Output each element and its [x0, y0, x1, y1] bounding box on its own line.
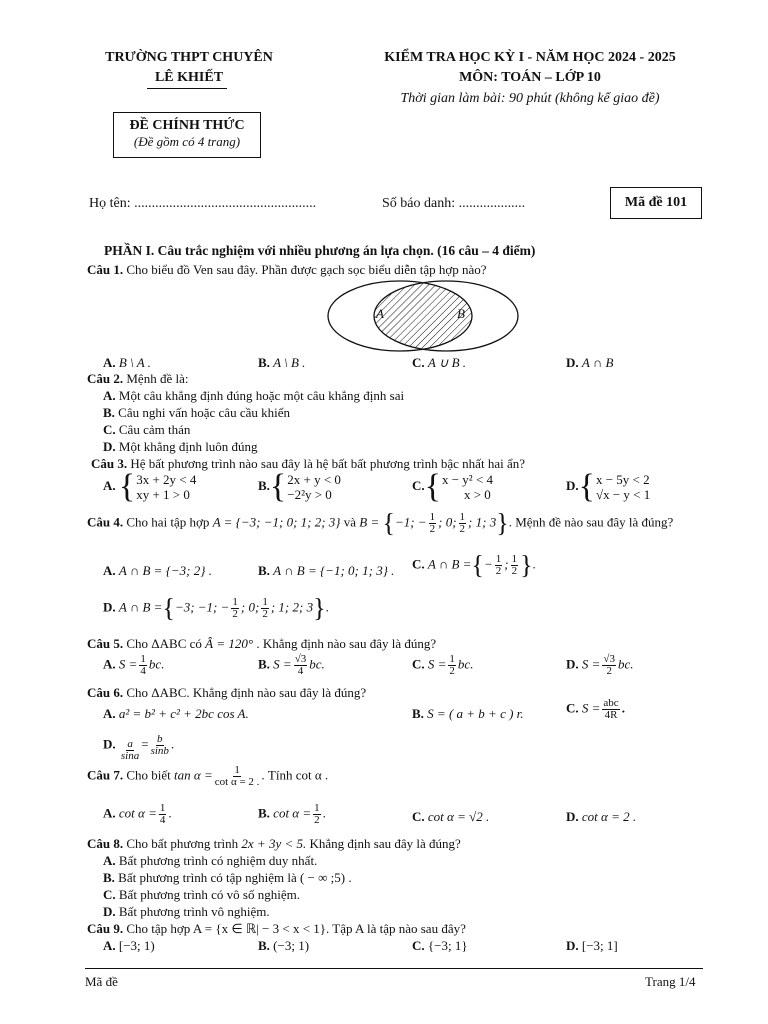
- option-label: B.: [412, 706, 424, 721]
- fraction-numerator: b: [157, 733, 163, 745]
- option-text: S =: [273, 656, 292, 672]
- q1-option-d[interactable]: [566, 355, 613, 371]
- option-text: −: [483, 556, 493, 572]
- option-text: Một câu khẳng định đúng hoặc một câu khẳng định sai: [118, 388, 405, 403]
- fraction-denominator: 2: [429, 523, 436, 535]
- q4-option-a[interactable]: [103, 563, 212, 579]
- q5-option-a[interactable]: [103, 654, 164, 677]
- question-number: Câu 7.: [87, 767, 124, 783]
- question-number: Câu 1.: [87, 262, 124, 277]
- option-label: B.: [258, 563, 270, 578]
- option-label: D.: [566, 477, 579, 493]
- fraction-denominator: 2: [495, 565, 502, 577]
- official-label: ĐỀ CHÍNH THỨC: [129, 118, 245, 133]
- option-text: ;: [504, 556, 509, 572]
- q6-option-c[interactable]: [566, 698, 625, 721]
- question-5: [87, 636, 436, 652]
- angle-value: Â = 120°: [205, 636, 254, 651]
- option-text: bc.: [309, 656, 325, 672]
- option-text: cot α = √2 .: [427, 809, 490, 824]
- fraction-numerator: 1: [262, 596, 268, 608]
- q8-option-a[interactable]: [103, 853, 317, 869]
- option-label: A.: [103, 563, 116, 578]
- system-row: x − 5y < 2: [595, 472, 650, 487]
- option-text: [−3; 1]: [581, 938, 618, 953]
- option-text: cot α = 2 .: [581, 809, 637, 824]
- option-label: D.: [566, 656, 579, 672]
- option-text: cot α =: [118, 805, 157, 821]
- option-text: A ∪ B .: [427, 355, 467, 370]
- question-text: Cho bất phương trình: [126, 836, 239, 851]
- fraction-numerator: a: [127, 738, 133, 750]
- question-number: Câu 9.: [87, 921, 124, 936]
- fraction-numerator: 1: [234, 764, 240, 776]
- q9-option-a[interactable]: [103, 938, 155, 954]
- option-label: D.: [566, 938, 579, 953]
- option-label: B.: [258, 355, 270, 370]
- option-label: C.: [412, 355, 425, 370]
- question-text: Cho biểu đồ Ven sau đây. Phần được gạch sọc biểu diễn tập hợp nào?: [126, 262, 487, 277]
- option-text: cot α =: [273, 805, 312, 821]
- option-label: A.: [103, 706, 116, 721]
- option-text: Bất phương trình vô nghiệm.: [118, 904, 270, 919]
- system-row: −2²y > 0: [287, 487, 332, 502]
- option-label: C.: [412, 938, 425, 953]
- q6-option-b[interactable]: [412, 706, 524, 722]
- exam-subject: MÔN: TOÁN – LỚP 10: [459, 70, 601, 85]
- set-a: A = {−3; −1; 0; 1; 2; 3}: [212, 514, 341, 530]
- q7-option-a[interactable]: [103, 803, 172, 826]
- option-text: A \ B .: [273, 355, 306, 370]
- question-number: Câu 2.: [87, 371, 124, 386]
- q2-option-c[interactable]: [103, 422, 190, 438]
- option-text: {−3; 1}: [427, 938, 468, 953]
- q1-option-c[interactable]: [412, 355, 466, 371]
- option-text: (−3; 1): [273, 938, 310, 953]
- system-row: √x − y < 1: [595, 487, 651, 502]
- question-text: Hệ bất phương trình nào sau đây là hệ bất bất phương trình bậc nhất hai ẩn?: [130, 456, 525, 471]
- q7-option-d[interactable]: [566, 809, 636, 825]
- question-6: [87, 685, 366, 701]
- option-text: B \ A .: [118, 355, 151, 370]
- option-text: bc.: [457, 656, 474, 672]
- option-text: ; 1; 2; 3: [270, 599, 314, 615]
- option-text: A ∩ B = {−1; 0; 1; 3} .: [273, 563, 395, 578]
- fraction-numerator: 1: [140, 653, 146, 665]
- question-text-tail: . Khẳng định nào sau đây là đúng?: [256, 636, 437, 651]
- footer-page-number: Trang 1/4: [645, 974, 696, 989]
- option-text: [−3; 1): [118, 938, 155, 953]
- option-text: .: [621, 700, 625, 716]
- fraction-numerator: √3: [294, 653, 307, 665]
- option-label: B.: [258, 805, 270, 821]
- fraction-denominator: 2: [606, 665, 612, 677]
- question-text-tail: Khẳng định sau đây là đúng?: [309, 836, 461, 851]
- q7-option-b[interactable]: [258, 803, 326, 826]
- fraction-denominator: 4R: [604, 709, 618, 721]
- q5-option-b[interactable]: [258, 654, 325, 677]
- q6-option-a[interactable]: [103, 706, 249, 722]
- fraction-numerator: 1: [232, 596, 238, 608]
- part1-title: PHẦN I. Câu trắc nghiệm với nhiều phương án lựa chọn. (16 câu – 4 điểm): [104, 243, 536, 258]
- option-text: A ∩ B =: [118, 599, 163, 615]
- option-label: A.: [103, 477, 116, 493]
- fraction-numerator: √3: [603, 653, 615, 665]
- option-label: C.: [566, 700, 579, 716]
- option-label: B.: [103, 870, 115, 885]
- name-field[interactable]: Họ tên: ....................................................: [89, 196, 317, 211]
- fraction-numerator: 1: [495, 553, 502, 565]
- fraction-numerator: 1: [449, 653, 455, 665]
- fraction-denominator: 2: [232, 608, 238, 620]
- q3-option-c[interactable]: C. { x − y² < 4 x > 0: [412, 468, 494, 505]
- option-label: C.: [103, 887, 116, 902]
- option-label: C.: [412, 477, 425, 493]
- question-text: Cho biết: [126, 767, 171, 783]
- option-text: ; 0;: [240, 599, 260, 615]
- question-text: Cho ΔABC. Khẳng định nào sau đây là đúng?: [126, 685, 367, 700]
- school-name-line2: LÊ KHIẾT: [154, 70, 224, 85]
- option-label: C.: [412, 656, 425, 672]
- question-text-tail: . Mệnh đề nào sau đây là đúng?: [508, 514, 674, 530]
- option-label: A.: [103, 805, 116, 821]
- fraction-numerator: 1: [159, 802, 166, 814]
- option-label: A.: [103, 853, 116, 868]
- question-7: [87, 765, 328, 788]
- q8-option-d[interactable]: [103, 904, 270, 920]
- q3-option-a[interactable]: A. { 3x + 2y < 4 xy + 1 > 0: [103, 468, 197, 505]
- question-text: Cho hai tập hợp: [126, 514, 210, 530]
- option-text: .: [168, 805, 172, 821]
- venn-label-a: A: [376, 306, 384, 321]
- q1-option-b[interactable]: [258, 355, 305, 371]
- tan-expression: tan α =: [174, 767, 213, 783]
- question-number: Câu 8.: [87, 836, 124, 851]
- fraction-denominator: 2: [262, 608, 268, 620]
- option-text: Câu nghi vấn hoặc câu cầu khiến: [118, 405, 290, 420]
- fraction-numerator: 1: [511, 553, 518, 565]
- set-b-part: ; 1; 3: [468, 514, 497, 530]
- candidate-id-field[interactable]: Số báo danh: ...................: [382, 196, 526, 211]
- option-label: A.: [103, 355, 116, 370]
- fraction-denominator: 2: [449, 665, 455, 677]
- question-3: [91, 456, 525, 472]
- question-text-tail: . Tính cot α .: [261, 767, 329, 783]
- option-label: D.: [566, 355, 579, 370]
- official-exam-box: [113, 112, 261, 158]
- system-row: x − y² < 4: [441, 472, 494, 487]
- fraction-denominator: 4: [297, 665, 304, 677]
- pages-note: (Đề gồm có 4 trang): [133, 134, 241, 149]
- option-label: B.: [103, 405, 115, 420]
- footer-exam-code: Mã đề: [85, 974, 118, 989]
- option-label: D.: [566, 809, 579, 824]
- fraction-denominator: cot α = 2 .: [214, 776, 260, 788]
- system-row: 2x + y < 0: [287, 472, 341, 487]
- option-label: D.: [103, 736, 116, 752]
- fraction-denominator: 4: [140, 665, 146, 677]
- q2-option-d[interactable]: [103, 439, 258, 455]
- q3-option-d[interactable]: D. { x − 5y < 2 √x − y < 1: [566, 468, 651, 505]
- set-b-prefix: B =: [359, 514, 383, 530]
- q9-option-c[interactable]: [412, 938, 468, 954]
- system-row: 3x + 2y < 4: [136, 472, 197, 487]
- option-text: Bất phương trình có tập nghiệm là ( − ∞ ;5) .: [118, 870, 352, 885]
- option-label: D.: [103, 904, 116, 919]
- option-text: .: [322, 805, 326, 821]
- option-text: A ∩ B =: [427, 556, 472, 572]
- question-text: Mệnh đề là:: [126, 371, 189, 386]
- fraction-denominator: sina: [120, 750, 140, 762]
- fraction-numerator: 1: [429, 511, 436, 523]
- question-4: Câu 4. Cho hai tập hợp A = {−3; −1; 0; 1; 2; 3} và B = {−1; − $\frac{1}{2}$ ; 0; $\frac{1}{2}$ ; 1; 3}. Mệnh đề nào sau đây là đúng?: [87, 508, 674, 538]
- school-name-line1: TRƯỜNG THPT CHUYÊN: [105, 50, 273, 65]
- exam-title: KIỂM TRA HỌC KỲ I - NĂM HỌC 2024 - 2025: [384, 50, 676, 65]
- option-text: .: [170, 736, 175, 752]
- option-text: Câu cảm thán: [118, 422, 191, 437]
- option-text: A ∩ B: [581, 355, 614, 370]
- fraction-numerator: 1: [314, 802, 320, 814]
- fraction-denominator: 2: [511, 565, 518, 577]
- option-text: =: [141, 736, 149, 752]
- question-2: [87, 371, 188, 387]
- fraction-numerator: 1: [459, 511, 466, 523]
- question-text: Cho tập hợp A = {x ∈ ℝ| − 3 < x < 1}. Tập A là tập nào sau đây?: [126, 921, 466, 936]
- q4-option-c[interactable]: C. A ∩ B ={− $\frac{1}{2}$ ; $\frac{1}{2}$ }.: [412, 550, 536, 580]
- inequality: 2x + 3y < 5.: [241, 836, 307, 851]
- option-label: B.: [258, 938, 270, 953]
- q2-option-a[interactable]: [103, 388, 404, 404]
- fraction-denominator: sinb: [150, 745, 169, 757]
- question-number: Câu 3.: [91, 456, 128, 471]
- q7-option-c[interactable]: [412, 809, 489, 825]
- q3-option-b[interactable]: B. { 2x + y < 0 −2²y > 0: [258, 468, 341, 505]
- footer-divider: [85, 968, 703, 969]
- option-text: S =: [118, 656, 138, 672]
- option-label: A.: [103, 388, 116, 403]
- q5-option-c[interactable]: [412, 654, 473, 677]
- option-text: Một khẳng định luôn đúng: [118, 439, 258, 454]
- option-label: B.: [258, 477, 270, 493]
- q2-option-b[interactable]: [103, 405, 290, 421]
- fraction-denominator: 2: [459, 523, 466, 535]
- option-label: A.: [103, 656, 116, 672]
- option-text: S =: [427, 656, 447, 672]
- school-name-underline: [147, 88, 227, 89]
- option-text: a² = b² + c² + 2bc cos A.: [118, 706, 249, 721]
- q8-option-b[interactable]: [103, 870, 352, 886]
- option-label: C.: [412, 809, 425, 824]
- option-text: −3; −1; −: [174, 599, 230, 615]
- system-row: xy + 1 > 0: [136, 487, 190, 502]
- question-8: [87, 836, 461, 852]
- q6-option-d[interactable]: [103, 729, 174, 762]
- exam-code-box: Mã đề 101: [610, 187, 702, 219]
- q9-option-b[interactable]: [258, 938, 309, 954]
- option-text: S =: [581, 700, 601, 716]
- question-9: [87, 921, 466, 937]
- question-number: Câu 6.: [87, 685, 124, 700]
- question-number: Câu 5.: [87, 636, 124, 651]
- question-number: Câu 4.: [87, 514, 124, 530]
- option-text: A ∩ B = {−3; 2} .: [118, 563, 212, 578]
- q4-option-b[interactable]: [258, 563, 394, 579]
- q9-option-d[interactable]: [566, 938, 618, 954]
- fraction-denominator: 4: [159, 814, 166, 826]
- option-text: S = ( a + b + c ) r.: [427, 706, 524, 721]
- fraction-numerator: abc: [603, 697, 619, 709]
- question-text: Cho ΔABC có: [126, 636, 202, 651]
- option-label: D.: [103, 599, 116, 615]
- option-label: A.: [103, 938, 116, 953]
- option-label: B.: [258, 656, 270, 672]
- option-text: Bất phương trình có nghiệm duy nhất.: [118, 853, 318, 868]
- set-b-part: −1; −: [395, 514, 427, 530]
- system-row: x > 0: [463, 487, 491, 502]
- fraction-denominator: 2: [314, 814, 320, 826]
- option-text: Bất phương trình có vô số nghiệm.: [118, 887, 300, 902]
- q5-option-d[interactable]: [566, 654, 634, 677]
- option-label: C.: [412, 556, 425, 572]
- option-text: S =: [581, 656, 601, 672]
- option-label: C.: [103, 422, 116, 437]
- exam-duration: Thời gian làm bài: 90 phút (không kể giao đề): [400, 91, 660, 106]
- option-text: bc.: [617, 656, 634, 672]
- venn-diagram: [322, 278, 522, 354]
- conjunction: và: [343, 514, 357, 530]
- option-label: D.: [103, 439, 116, 454]
- q4-option-d[interactable]: D. A ∩ B ={−3; −1; − $\frac{1}{2}$ ; 0; $\frac{1}{2}$ ; 1; 2; 3}.: [103, 593, 329, 623]
- set-b-part: ; 0;: [438, 514, 457, 530]
- venn-label-b: B: [457, 306, 465, 321]
- q1-option-a[interactable]: [103, 355, 151, 371]
- option-text: bc.: [148, 656, 165, 672]
- q8-option-c[interactable]: [103, 887, 300, 903]
- question-1: [87, 262, 487, 278]
